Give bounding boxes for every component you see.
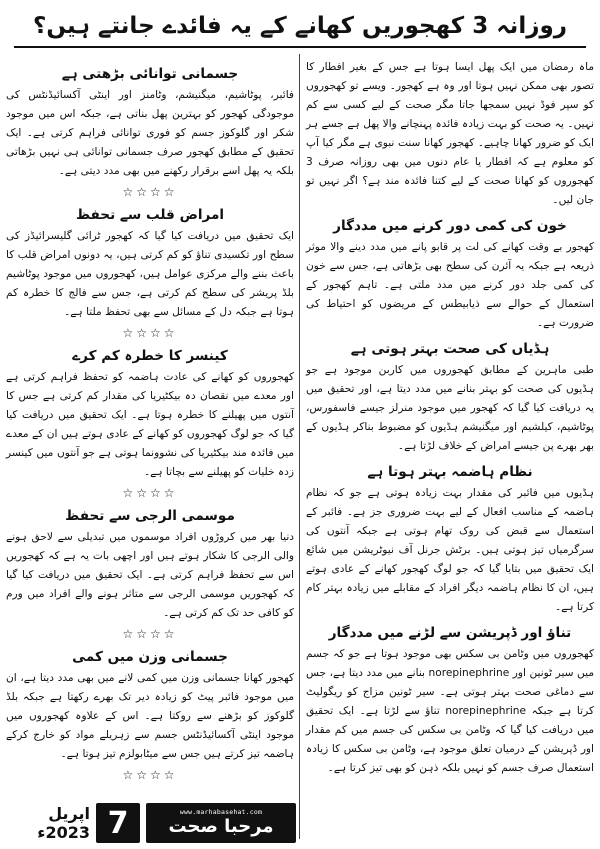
section-heading: جسمانی وزن میں کمی (72, 649, 228, 665)
section-heading: خون کی کمی دور کرنے میں مددگار (333, 218, 567, 234)
right-column (306, 58, 594, 782)
magazine-logo (146, 803, 296, 843)
page-number: 7 (96, 803, 140, 843)
section-heading: کینسر کا خطرہ کم کرے (72, 348, 228, 364)
section (306, 625, 594, 778)
section-body: ہڈیوں میں فائبر کی مقدار بہت زیادہ ہوتی ہے جو کہ نظام ہاضمہ کے مناسب افعال کے لیے بہت ضروری جز ہے۔ فائبر کے استعمال سے قبض کی روک تھام ہوتی ہے جبکہ آنتوں کی سرگرمیاں تیز ہوتی ہیں۔ برٹش جرنل آف نیوٹریشن میں شائع ایک تحقیق میں بتایا گیا کہ جو لوگ کھجور کھانے کے عادی ہوتے ہیں، ان کا نظام ہاضمہ دیگر افراد کے مقابلے میں زیادہ بہتر کام کرتا ہے۔ (306, 487, 594, 613)
section (6, 348, 294, 500)
section-heading: تناؤ اور ڈپریشن سے لڑنے میں مددگار (328, 625, 572, 641)
section-body: کھجوروں کو کھانے کی عادت ہاضمہ کو تحفظ فراہم کرتی ہے اور معدے میں نقصان دہ بیکٹیریا کی مقدار کم کرتی ہے جس کا آنتوں میں پھیلنے کا خطرہ ہوتا ہے۔ ایک تحقیق میں دریافت کیا گیا کہ جو لوگ کھجوروں کو کھانے کے عادی ہوتے ہیں ان کے معدے میں فائدہ مند بیکٹیریا کی نشوونما ہوتی ہے جو آنتوں میں کینسر زدہ خلیات کو پھیلنے سے بچاتا ہے۔ (6, 371, 294, 478)
section (6, 649, 294, 782)
section-body: کھجوروں میں وٹامن بی سکس بھی موجود ہوتا ہے جو کہ جسم میں سیر ٹونین اور norepinephrine بنانے میں مدد دیتا ہے، جس سے دماغی صحت بہتر ہوتی ہے۔ سیر ٹونین مزاج کو ریگولیٹ کرتا ہے جبکہ norepinephrine تناؤ سے لڑتا ہے۔ ایک تحقیق میں دریافت کیا گیا کہ وٹامن بی سکس کی جسم میں کم مقدار اور ڈپریشن کے درمیان تعلق موجود ہے، وٹامن بی سکس کا زیادہ استعمال صرف جسم کو نہیں بلکہ ذہن کو بھی تیز کرتا ہے۔ (306, 648, 594, 774)
section-body: ایک تحقیق میں دریافت کیا گیا کہ کھجور ٹرائی گلیسرائیڈز کی سطح اور تکسیدی تناؤ کو کم کرتی ہیں، یہ دونوں امراض قلب کا باعث بننے والے مرکزی عوامل ہیں، کھجوروں میں موجود پوٹاشیم بلڈ پریشر کی سطح کم کرتی ہے، جس سے فالج کا خطرہ کم ہوتا ہے جبکہ دل کے مسائل سے بھی تحفظ ملتا ہے۔ (6, 230, 294, 318)
section-body: کھجور بے وقت کھانے کی لت پر قابو پانے میں مدد دینے والا موثر ذریعہ ہے جبکہ یہ آئرن کی سطح بھی بڑھاتی ہے، جس سے خون کی کمی جلد دور کرنے میں مدد ملتی ہے۔ تاہم کھجور کے استعمال کے حوالے سے ذیابیطس کے مریضوں کو احتیاط کی ضرورت ہے۔ (306, 241, 594, 329)
section-body: فائبر، پوٹاشیم، میگنیشم، وٹامنز اور اینٹی آکسائیڈنٹس کی موجودگی کھجور کو بہترین پھل بناتی ہے، جبکہ اس میں موجود شکر اور گلوکوز جسم کو فوری توانائی فراہم کرتی ہے۔ ایک تحقیق کے مطابق کھجور صرف جسمانی توانائی ہی نہیں بڑھاتی بلکہ یہ پھل اسے برقرار رکھنے میں بھی مدد دیتی ہے۔ (6, 89, 294, 177)
section (6, 207, 294, 340)
stars-divider: ☆☆☆☆ (122, 768, 178, 782)
stars-divider: ☆☆☆☆ (122, 627, 178, 641)
magazine-masthead (6, 803, 296, 843)
section-heading: امراض قلب سے تحفظ (75, 207, 225, 223)
page-title: روزانہ 3 کھجوریں کھانے کے یہ فائدے جانتے ہیں؟ (14, 6, 586, 48)
website-url: www.marhabasehat.com (179, 808, 263, 816)
stars-divider: ☆☆☆☆ (122, 326, 178, 340)
section-heading: موسمی الرجی سے تحفظ (65, 508, 235, 524)
section (6, 508, 294, 641)
section-heading: نظام ہاضمہ بہتر ہوتا ہے (367, 464, 533, 480)
column-divider (299, 54, 300, 839)
section (306, 218, 594, 333)
stars-divider: ☆☆☆☆ (122, 185, 178, 199)
section-heading: ہڈیاں کی صحت بہتر ہوتی ہے (350, 341, 550, 357)
section-body: دنیا بھر میں کروڑوں افراد موسموں میں تبدیلی سے لاحق ہونے والی الرجی کا شکار ہوتے ہیں اور اچھی بات یہ ہے کہ کھجوریں اس سے تحفظ فراہم کرتی ہے۔ ایک تحقیق میں دریافت کیا گیا کہ کھجوریں موسمی الرجی سے متاثر ہونے والے افراد میں ورم کو کافی حد تک کم کرتی ہے۔ (6, 531, 294, 619)
section (306, 464, 594, 617)
magazine-name: مرحبا صحت (168, 816, 274, 837)
intro-paragraph: ماہ رمضان میں ایک پھل ایسا ہوتا ہے جس کے بغیر افطار کا تصور بھی ممکن نہیں ہوتا اور وہ ہے کھجور۔ ویسے تو کھجوروں کو سپر فوڈ نہیں سمجھا جاتا مگر صحت کے لیے کسی سے کم نہیں۔ یہ صحت کو بہت زیادہ فائدہ پہنچانے والا پھل ہے جسے ہر ایک کو ضرور کھانا چاہیے۔ کھجور کھانا سنت نبوی ہے مگر کیا آپ کو معلوم ہے کہ افطار یا عام دنوں میں بھی روزانہ صرف 3 کھجوروں کو کھانا صحت کے لیے کتنا فائدہ مند ہے؟ اگر نہیں تو جان لیں۔ (306, 61, 594, 206)
section-body: طبی ماہرین کے مطابق کھجوروں میں کاربن موجود ہے جو ہڈیوں کی صحت کو بہتر بنانے میں مدد دیتا ہے، اور تحقیق میں یہ دریافت کیا گیا کہ کھجور میں موجود منرلز جیسے فاسفورس، پوٹاشیم، کیلشیم اور میگنیشم ہڈیوں کو مضبوط بناکر ہڈیوں کے بھر بھرے پن جیسے امراض کے خلاف لڑتا ہے۔ (306, 364, 594, 452)
left-column (6, 58, 294, 788)
section (306, 341, 594, 456)
stars-divider: ☆☆☆☆ (122, 486, 178, 500)
section-heading: جسمانی توانائی بڑھتی ہے (61, 66, 239, 82)
section-body: کھجور کھانا جسمانی وزن میں کمی لانے میں بھی مدد دیتا ہے، ان میں موجود فائبر پیٹ کو زیادہ دیر تک بھرے رکھتا ہے جبکہ بلڈ گلوکوز کو بڑھنے سے روکتا ہے۔ اس کے علاوہ کھجوروں میں موجود اینٹی آکسائیڈنٹس جسم سے زہریلے مواد کو خارج کرکے ہاضمہ تیز کرتے ہیں جس سے میٹابولزم تیز ہوتا ہے۔ (6, 672, 294, 760)
issue-date: اپریل 2023ء (37, 804, 90, 842)
section (6, 66, 294, 199)
